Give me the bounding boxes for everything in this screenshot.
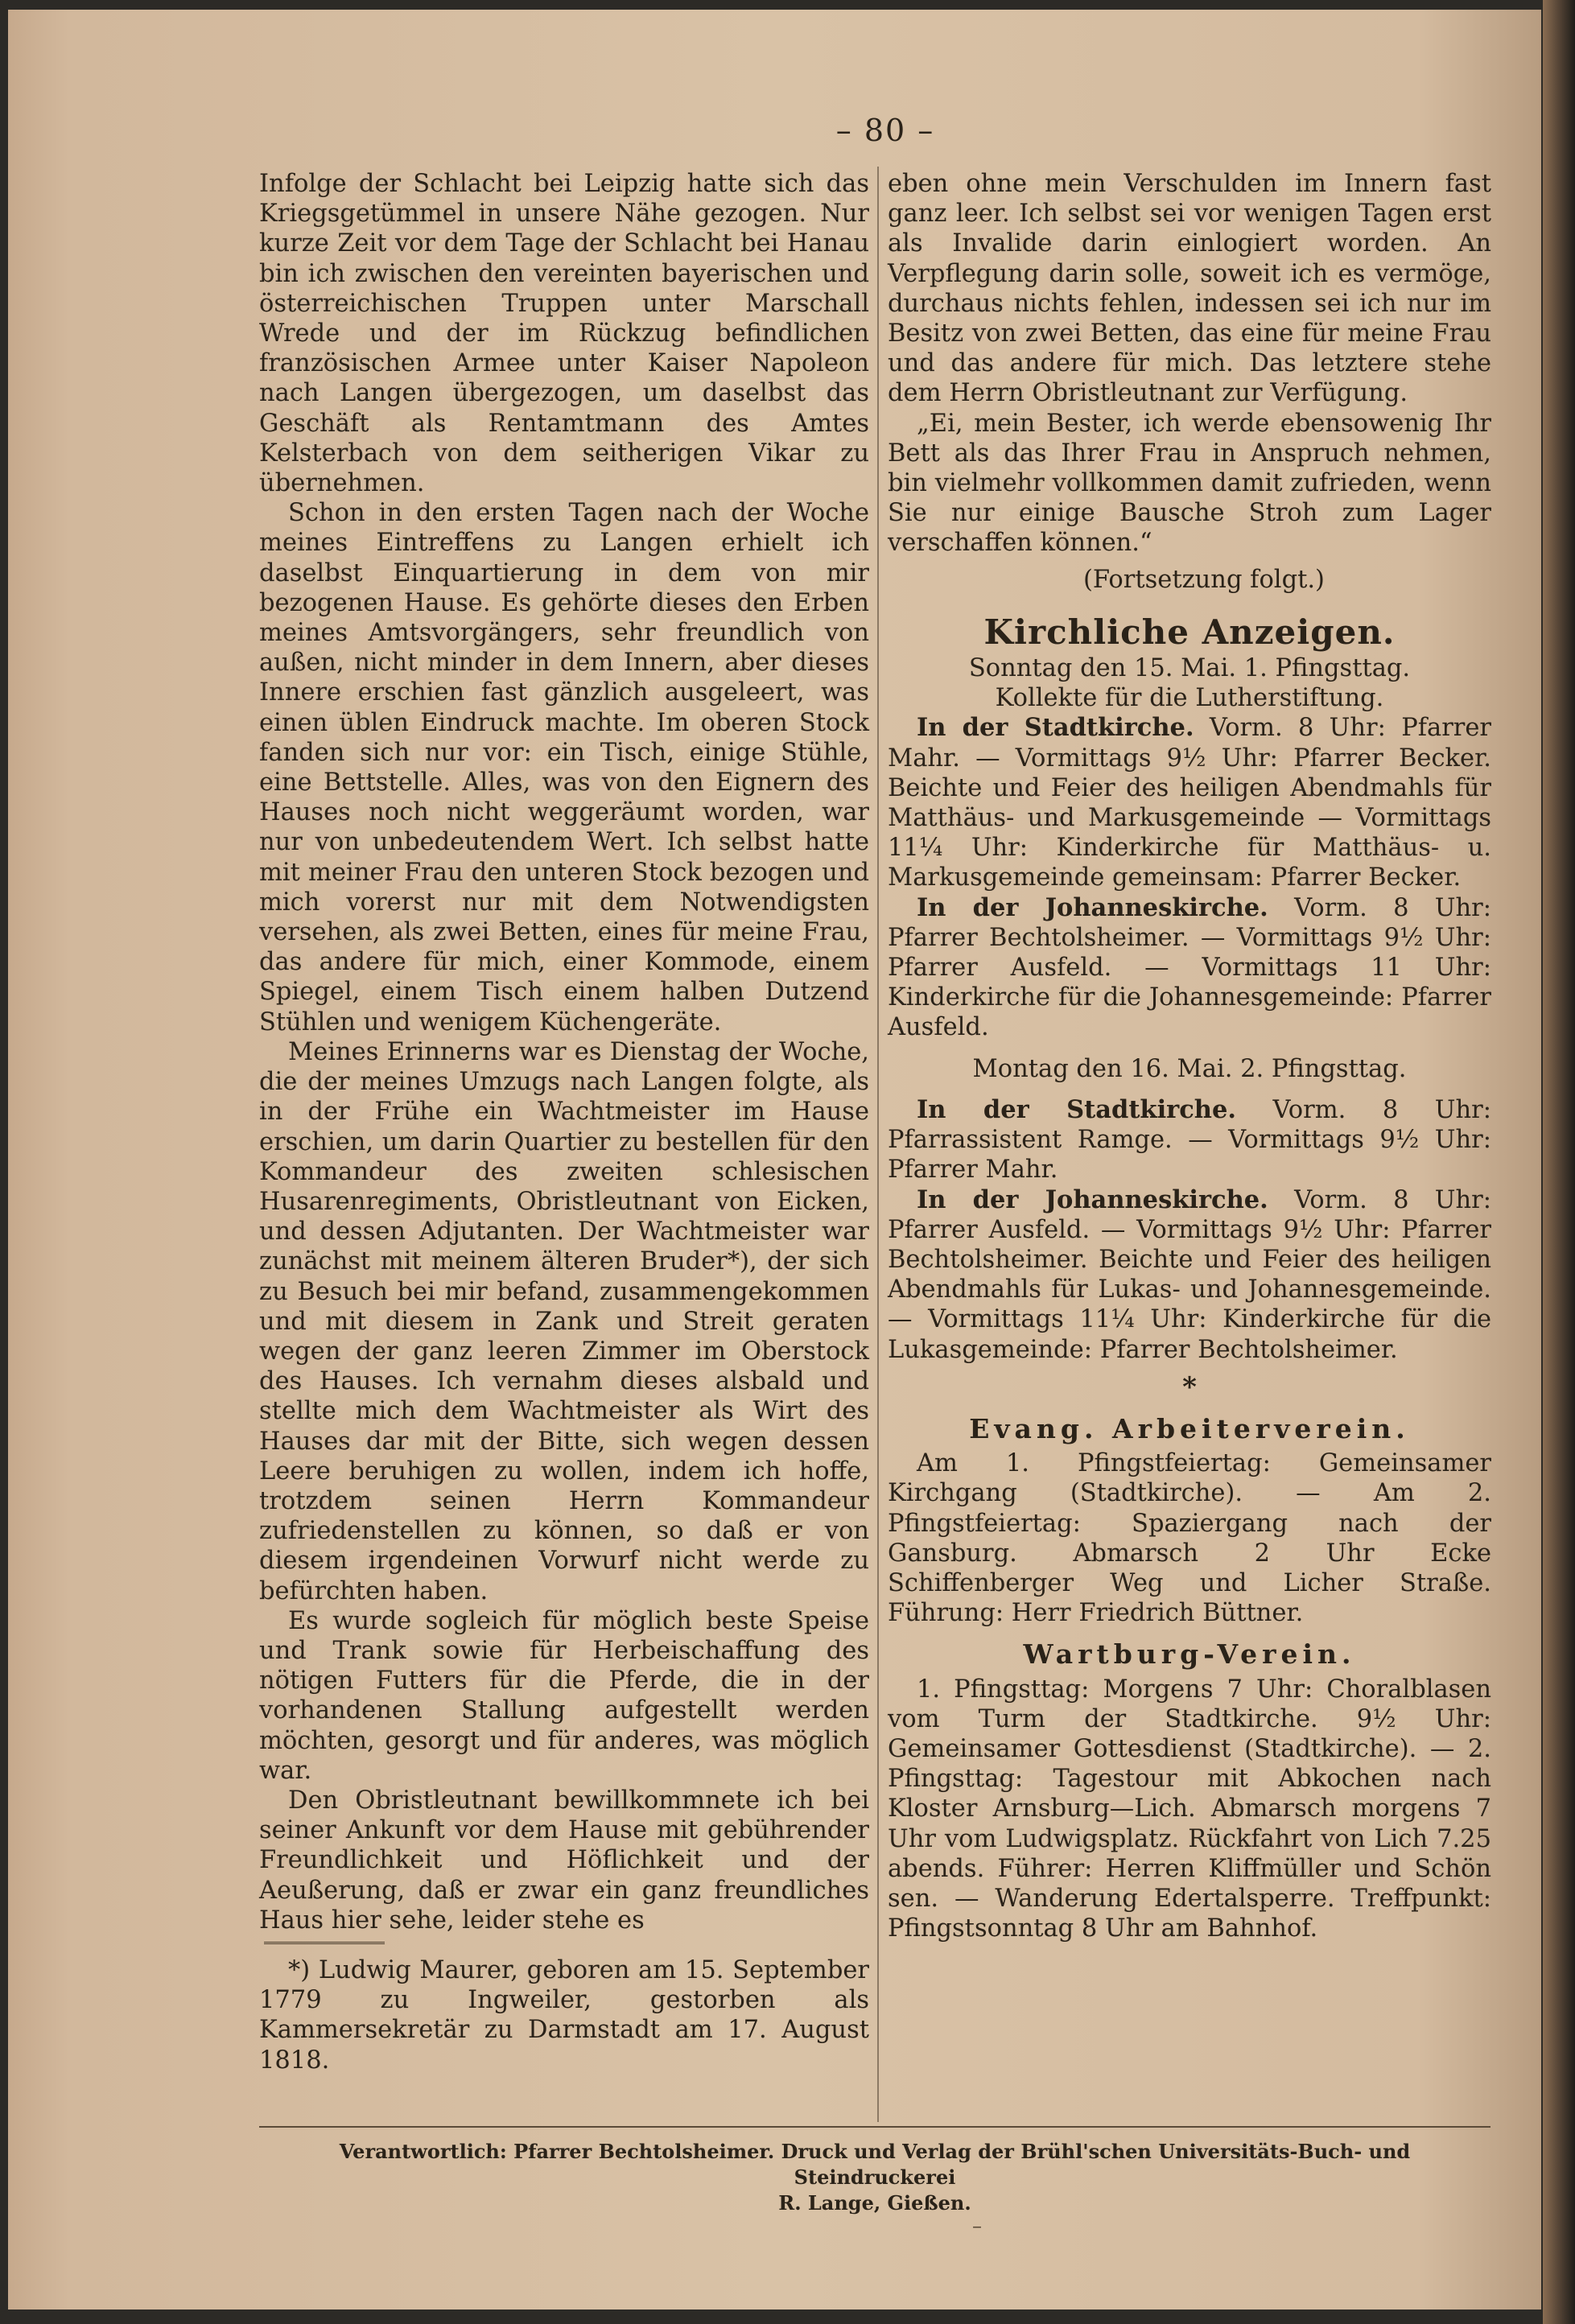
article-paragraph: Infolge der Schlacht bei Leipzig hatte sich das Kriegsgetümmel in unsere Nähe gezogen. Nur kurze Zeit vor dem Tage der Schlacht bei Hanau bin ich zwischen den vereinten bayerischen und österreichischen Truppen unter Marschall Wrede und der im Rückzug befindlichen französischen Armee unter Kaiser Napoleon nach Langen übergezogen, um daselbst das Geschäft als Rentamtmann des Amtes Kelsterbach von dem seitherigen Vikar zu übernehmen. bbox=[259, 170, 869, 498]
service-text: Vorm. 8 Uhr: Pfarrer Bechtolsheimer. — Vormittags 9½ Uhr: Pfarrer Ausfeld. — Vormittags 11 Uhr: Kinderkirche für die Johannesgemeinde: Pfarrer Ausfeld. bbox=[888, 893, 1491, 1042]
imprint-rule bbox=[259, 2126, 1490, 2128]
workers-club-heading: Evang. Arbeiterverein. bbox=[969, 1412, 1410, 1444]
workers-club-text: Am 1. Pfingstfeiertag: Gemeinsamer Kirchgang (Stadtkirche). — Am 2. Pfingstfeiertag: Spaziergang nach der Gansburg. Abmarsch 2 Uhr Ecke Schiffenberger Weg und Licher Straße. Führung: Herr Friedrich Büttner. bbox=[888, 1449, 1491, 1628]
service-entry bbox=[888, 1095, 1491, 1185]
service-entry bbox=[888, 893, 1491, 1043]
section-separator: * bbox=[1182, 1370, 1197, 1403]
right-column bbox=[888, 169, 1491, 1943]
footnote-separator bbox=[264, 1942, 385, 1944]
service-entry bbox=[888, 713, 1491, 892]
church-announcements-heading: Kirchliche Anzeigen. bbox=[983, 612, 1396, 652]
service-text: Vorm. 8 Uhr: Pfarrassistent Ramge. — Vormittags 9½ Uhr: Pfarrer Mahr. bbox=[888, 1095, 1491, 1185]
church-name: In der Johanneskirche. bbox=[917, 1185, 1268, 1214]
day2-title: Montag den 16. Mai. 2. Pfingsttag. bbox=[972, 1054, 1407, 1083]
service-entry bbox=[888, 1185, 1491, 1365]
bottom-mark: – bbox=[972, 2215, 982, 2237]
column-divider bbox=[877, 167, 879, 2122]
article-paragraph: Den Obristleutnant bewillkommnete ich bei seiner Ankunft vor dem Hause mit gebührender Freundlichkeit und Höflichkeit und der Aeußerung, daß er zwar ein ganz freundliches Haus hier sehe, leider stehe es bbox=[259, 1786, 869, 1935]
imprint-line: R. Lange, Gießen. bbox=[778, 2191, 971, 2215]
day1-title: Sonntag den 15. Mai. 1. Pfingsttag. bbox=[968, 654, 1411, 683]
newspaper-page bbox=[8, 10, 1541, 2310]
article-paragraph: Es wurde sogleich für möglich beste Speise und Trank sowie für Herbeischaffung des nötigen Futters für die Pferde, die in der vorhandenen Stallung aufgestellt werden möchten, gesorgt und für anderes, was möglich war. bbox=[259, 1606, 869, 1785]
article-paragraph: Meines Erinnerns war es Dienstag der Woche, die der meines Umzugs nach Langen folgte, als in der Frühe ein Wachtmeister im Hause erschien, um darin Quartier zu bestellen für den Kommandeur des zweiten schlesischen Husarenregiments, Obristleutnant von Eicken, und dessen Adjutanten. Der Wachtmeister war zunächst mit meinem älteren Bruder*), der sich zu Besuch bei mir befand, zusammengekommen und mit diesem in Zank und Streit geraten wegen der ganz leeren Zimmer im Oberstock des Hauses. Ich vernahm dieses alsbald und stellte mich dem Wachtmeister als Wirt des Hauses dar mit der Bitte, sich wegen dessen Leere beruhigen zu wollen, indem ich hoffe, trotzdem seinen Herrn Kommandeur zufriedenstellen zu können, so daß er von diesem irgendeinen Vorwurf nicht werde zu befürchten haben. bbox=[259, 1037, 869, 1605]
church-name: In der Stadtkirche. bbox=[917, 713, 1194, 743]
wartburg-text: 1. Pfingsttag: Morgens 7 Uhr: Choralblasen vom Turm der Stadtkirche. 9½ Uhr: Gemeinsamer Gottesdienst (Stadtkirche). — 2. Pfingsttag: Tagestour mit Abkochen nach Kloster Arnsburg—Lich. Abmarsch morgens 7 Uhr vom Ludwigsplatz. Rückfahrt von Lich 7.25 abends. Führer: Herren Kliffmüller und Schön sen. — Wanderung Edertalsperre. Treffpunkt: Pfingstsonntag 8 Uhr am Bahnhof. bbox=[888, 1675, 1491, 1943]
imprint-line: Verantwortlich: Pfarrer Bechtolsheimer. Druck und Verlag der Brühl'schen Universitäts-Buch- und Steindruckerei bbox=[339, 2140, 1411, 2189]
page-number: – 80 – bbox=[835, 113, 935, 148]
imprint bbox=[259, 2139, 1490, 2216]
church-name: In der Stadtkirche. bbox=[917, 1094, 1236, 1124]
to-be-continued: (Fortsetzung folgt.) bbox=[1083, 565, 1325, 594]
article-continuation: eben ohne mein Verschulden im Innern fast ganz leer. Ich selbst sei vor wenigen Tagen erst als Invalide darin einlogiert worden. An Verpflegung darin solle, soweit ich es vermöge, durchaus nichts fehlen, indessen sei ich nur im Besitz von zwei Betten, das eine für meine Frau und das andere für mich. Das letztere stehe dem Herrn Obristleutnant zur Verfügung. bbox=[888, 170, 1491, 408]
day1-collection: Kollekte für die Lutherstiftung. bbox=[995, 684, 1384, 713]
article-quote: „Ei, mein Bester, ich werde ebensowenig Ihr Bett als das Ihrer Frau in Anspruch nehmen, bin vielmehr vollkommen damit zufrieden, wenn Sie nur einige Bausche Stroh zum Lager verschaffen können.“ bbox=[888, 409, 1491, 558]
footnote: *) Ludwig Maurer, geboren am 15. September 1779 zu Ingweiler, gestorben als Kammersekretär zu Darmstadt am 17. August 1818. bbox=[259, 1955, 869, 2075]
book-spine bbox=[1543, 0, 1575, 2324]
article-paragraph: Schon in den ersten Tagen nach der Woche meines Eintreffens zu Langen erhielt ich daselbst Einquartierung in dem von mir bezogenen Hause. Es gehörte dieses den Erben meines Amtsvorgängers, sehr freundlich von außen, nicht minder in dem Innern, aber dieses Innere erschien fast gänzlich ausgeleert, was einen üblen Eindruck machte. Im oberen Stock fanden sich nur vor: ein Tisch, einige Stühle, eine Bettstelle. Alles, was von den Eignern des Hauses noch nicht weggeräumt worden, war nur von unbedeutendem Wert. Ich selbst hatte mit meiner Frau den unteren Stock bezogen und mich vorerst nur mit dem Notwendigsten versehen, als zwei Betten, eines für meine Frau, das andere für mich, einer Kommode, einem Spiegel, einem Tisch einem halben Dutzend Stühlen und wenigem Küchengeräte. bbox=[259, 499, 869, 1036]
wartburg-heading: Wartburg-Verein. bbox=[1023, 1638, 1356, 1671]
church-name: In der Johanneskirche. bbox=[917, 892, 1268, 922]
service-text: Vorm. 8 Uhr: Pfarrer Mahr. — Vormittags 9½ Uhr: Pfarrer Becker. Beichte und Feier des heiligen Abendmahls für Matthäus- und Markusgemeinde — Vormittags 11¼ Uhr: Kinderkirche für Matthäus- u. Markusgemeinde gemeinsam: Pfarrer Becker. bbox=[888, 714, 1491, 892]
left-column bbox=[259, 169, 869, 2075]
service-text: Vorm. 8 Uhr: Pfarrer Ausfeld. — Vormittags 9½ Uhr: Pfarrer Bechtolsheimer. Beichte und Feier des heiligen Abendmahls für Lukas- und Johannesgemeinde. — Vormittags 11¼ Uhr: Kinderkirche für die Lukasgemeinde: Pfarrer Bechtolsheimer. bbox=[888, 1185, 1491, 1364]
